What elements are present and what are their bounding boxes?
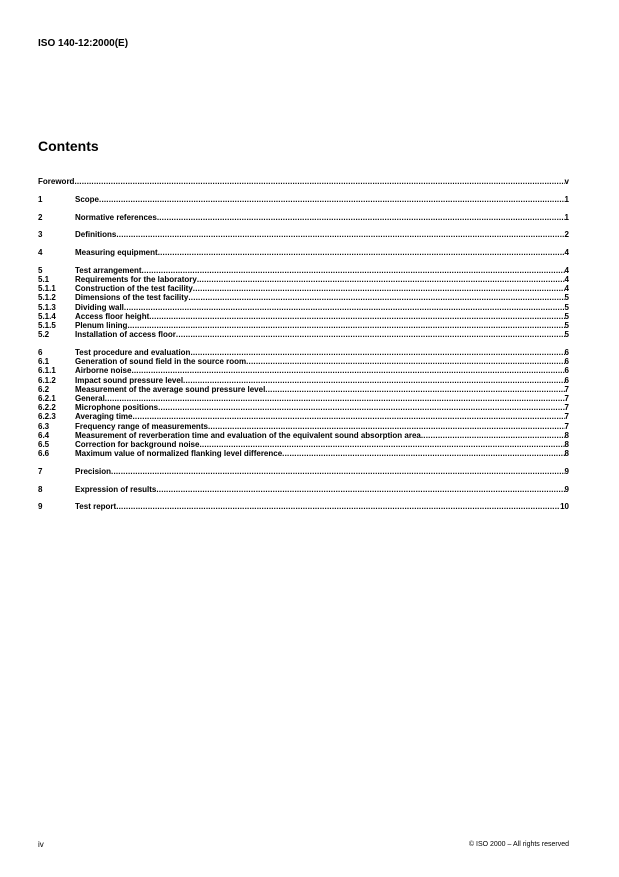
toc-entry-title: General bbox=[75, 393, 105, 403]
toc-dot-leader bbox=[156, 485, 564, 494]
toc-entry-page: 6 bbox=[564, 366, 569, 376]
toc-entry-page: 7 bbox=[564, 412, 569, 422]
toc-entry-title: Installation of access floor bbox=[75, 330, 176, 340]
toc-dot-leader bbox=[193, 284, 565, 293]
toc-entry[interactable] bbox=[38, 230, 569, 239]
toc-entry-page: 6 bbox=[564, 357, 569, 367]
toc-entry[interactable] bbox=[38, 266, 569, 275]
toc-dot-leader bbox=[124, 303, 565, 312]
toc-entry-page: v bbox=[564, 177, 569, 186]
toc-entry-number: 6.6 bbox=[38, 449, 50, 459]
toc-entry-page: 5 bbox=[564, 330, 569, 340]
toc-entry[interactable] bbox=[38, 394, 569, 403]
toc-entry-title: Access floor height bbox=[75, 311, 150, 321]
toc-entry-number: 6.1 bbox=[38, 357, 50, 367]
toc-entry-number: 5.1 bbox=[38, 275, 50, 285]
toc-entry-title: Plenum lining bbox=[75, 321, 128, 331]
toc-entry-page: 7 bbox=[564, 403, 569, 413]
toc-entry[interactable] bbox=[38, 422, 569, 431]
toc-entry[interactable] bbox=[38, 348, 569, 357]
toc-entry-title: Expression of results bbox=[75, 484, 157, 494]
toc-group-gap bbox=[38, 458, 569, 467]
toc-entry-number: 3 bbox=[38, 230, 43, 240]
toc-entry-page: 8 bbox=[564, 439, 569, 449]
toc-entry[interactable] bbox=[38, 449, 569, 458]
toc-entry[interactable] bbox=[38, 366, 569, 375]
toc-entry-page: 7 bbox=[564, 384, 569, 394]
toc-entry-title: Test report bbox=[75, 502, 117, 512]
toc-entry-title: Definitions bbox=[75, 230, 117, 240]
toc-entry-page: 4 bbox=[564, 265, 569, 275]
toc-dot-leader bbox=[183, 376, 565, 385]
toc-dot-leader bbox=[199, 440, 564, 449]
toc-entry-title: Generation of sound field in the source room bbox=[75, 357, 247, 367]
toc-dot-leader bbox=[282, 449, 564, 458]
toc-entry-title: Test procedure and evaluation bbox=[75, 348, 191, 357]
toc-entry-number: 6.2 bbox=[38, 384, 50, 394]
toc-dot-leader bbox=[190, 348, 564, 357]
toc-entry-number: 5.1.3 bbox=[38, 302, 56, 312]
toc-dot-leader bbox=[133, 412, 565, 421]
toc-entry-number: 4 bbox=[38, 248, 43, 258]
toc-entry-title: Requirements for the laboratory bbox=[75, 275, 197, 285]
toc-entry-page: 5 bbox=[564, 302, 569, 312]
toc-group-gap bbox=[38, 186, 569, 195]
toc-entry-title: Precision bbox=[75, 466, 112, 476]
toc-entry-number: 5.1.1 bbox=[38, 284, 56, 294]
toc-entry-title: Frequency range of measurements bbox=[75, 421, 208, 431]
toc-dot-leader bbox=[116, 230, 564, 239]
toc-entry-number: 5.1.4 bbox=[38, 311, 56, 321]
toc-dot-leader bbox=[99, 195, 565, 204]
toc-entry-page: 5 bbox=[564, 321, 569, 331]
toc-entry-page: 6 bbox=[564, 375, 569, 385]
toc-entry[interactable] bbox=[38, 275, 569, 284]
toc-dot-leader bbox=[116, 502, 560, 511]
toc-entry-number: 6.2.3 bbox=[38, 412, 56, 422]
toc-dot-leader bbox=[421, 431, 565, 440]
toc-dot-leader bbox=[176, 330, 565, 339]
toc-group-gap bbox=[38, 494, 569, 503]
toc-entry-page: 9 bbox=[564, 484, 569, 494]
toc-entry-title: Microphone positions bbox=[75, 403, 159, 413]
toc-entry[interactable] bbox=[38, 213, 569, 222]
toc-entry-title: Averaging time bbox=[75, 412, 133, 422]
toc-entry-page: 8 bbox=[564, 430, 569, 440]
document-id: ISO 140-12:2000(E) bbox=[38, 38, 129, 49]
toc-entry-number: 6.2.1 bbox=[38, 393, 56, 403]
toc-entry[interactable] bbox=[38, 502, 569, 511]
toc-entry[interactable] bbox=[38, 248, 569, 257]
toc-group-gap bbox=[38, 204, 569, 213]
toc-group-gap bbox=[38, 222, 569, 231]
toc-dot-leader bbox=[149, 312, 564, 321]
toc-entry-page: 5 bbox=[564, 293, 569, 303]
toc-dot-leader bbox=[188, 293, 564, 302]
toc-entry[interactable] bbox=[38, 177, 569, 186]
toc-dot-leader bbox=[157, 213, 565, 222]
toc-entry[interactable] bbox=[38, 403, 569, 412]
toc-entry-page: 1 bbox=[564, 212, 569, 222]
toc-dot-leader bbox=[142, 266, 565, 275]
toc-group-gap bbox=[38, 339, 569, 348]
toc-entry-page: 4 bbox=[564, 284, 569, 294]
toc-dot-leader bbox=[105, 394, 565, 403]
toc-entry-page: 10 bbox=[560, 502, 569, 512]
toc-dot-leader bbox=[74, 177, 564, 186]
toc-entry-title: Normative references bbox=[75, 212, 157, 222]
copyright-notice: © ISO 2000 – All rights reserved bbox=[468, 841, 569, 848]
toc-entry-page: 7 bbox=[564, 421, 569, 431]
toc-entry-number: 6.2.2 bbox=[38, 403, 56, 413]
toc-entry[interactable] bbox=[38, 330, 569, 339]
toc-entry-title: Impact sound pressure level bbox=[75, 375, 184, 385]
toc-entry-page: 2 bbox=[564, 230, 569, 240]
toc-entry[interactable] bbox=[38, 312, 569, 321]
toc-entry[interactable] bbox=[38, 467, 569, 476]
toc-group-gap bbox=[38, 240, 569, 249]
toc-entry-title: Measuring equipment bbox=[75, 248, 158, 258]
toc-entry-number: 8 bbox=[38, 484, 43, 494]
toc-entry-page: 5 bbox=[564, 311, 569, 321]
toc-dot-leader bbox=[127, 321, 564, 330]
toc-dot-leader bbox=[246, 357, 564, 366]
toc-dot-leader bbox=[131, 366, 564, 375]
toc-entry-page: 4 bbox=[564, 248, 569, 258]
page-title: Contents bbox=[38, 138, 99, 154]
toc-entry-title: Airborne noise bbox=[75, 366, 132, 376]
toc-entry-title: Measurement of the average sound pressure level bbox=[75, 384, 266, 394]
toc-entry[interactable] bbox=[38, 385, 569, 394]
toc-entry[interactable] bbox=[38, 293, 569, 302]
toc-dot-leader bbox=[197, 275, 565, 284]
toc-entry-number: 6.1.2 bbox=[38, 375, 56, 385]
toc-entry-title: Test arrangement bbox=[75, 265, 142, 275]
toc-dot-leader bbox=[158, 248, 565, 257]
toc-entry-title: Measurement of reverberation time and evaluation of the equivalent sound absorption area bbox=[75, 430, 421, 440]
toc-dot-leader bbox=[111, 467, 565, 476]
toc-entry-number: 6.1.1 bbox=[38, 366, 56, 376]
toc-entry-page: 7 bbox=[564, 393, 569, 403]
toc-entry[interactable] bbox=[38, 284, 569, 293]
toc-entry[interactable] bbox=[38, 357, 569, 366]
toc-entry-number: 6 bbox=[38, 348, 43, 357]
toc-entry-title: Maximum value of normalized flanking level difference bbox=[75, 449, 283, 459]
toc-group-gap bbox=[38, 476, 569, 485]
toc-entry-title: Dimensions of the test facility bbox=[75, 293, 189, 303]
toc-entry-title: Correction for background noise bbox=[75, 439, 200, 449]
toc-dot-leader bbox=[158, 403, 564, 412]
toc-entry-number: 7 bbox=[38, 466, 43, 476]
toc-dot-leader bbox=[265, 385, 564, 394]
page-number: iv bbox=[38, 840, 44, 849]
toc-entry-page: 8 bbox=[564, 449, 569, 459]
toc-entry-number: 5.1.2 bbox=[38, 293, 56, 303]
toc-group-gap bbox=[38, 257, 569, 266]
toc-entry-title: Dividing wall bbox=[75, 302, 124, 312]
toc-entry-title: Scope bbox=[75, 194, 100, 204]
toc-entry-page: 6 bbox=[564, 348, 569, 357]
toc-entry-number: 6.3 bbox=[38, 421, 50, 431]
toc-entry-number: 9 bbox=[38, 502, 43, 512]
toc-entry[interactable] bbox=[38, 195, 569, 204]
toc-entry[interactable] bbox=[38, 485, 569, 494]
toc-dot-leader bbox=[208, 422, 565, 431]
toc-entry-title: Construction of the test facility bbox=[75, 284, 193, 294]
toc-entry-number: 5.2 bbox=[38, 330, 50, 340]
toc-entry-page: 9 bbox=[564, 466, 569, 476]
table-of-contents bbox=[38, 177, 569, 512]
toc-entry-title: Foreword bbox=[38, 177, 75, 186]
toc-entry-page: 1 bbox=[564, 194, 569, 204]
toc-entry-page: 4 bbox=[564, 275, 569, 285]
toc-entry[interactable] bbox=[38, 303, 569, 312]
toc-entry-number: 2 bbox=[38, 212, 43, 222]
toc-entry-number: 1 bbox=[38, 194, 43, 204]
toc-entry[interactable] bbox=[38, 431, 569, 440]
toc-entry-number: 5.1.5 bbox=[38, 321, 56, 331]
toc-entry[interactable] bbox=[38, 440, 569, 449]
toc-entry[interactable] bbox=[38, 321, 569, 330]
toc-entry[interactable] bbox=[38, 412, 569, 421]
toc-entry[interactable] bbox=[38, 376, 569, 385]
toc-entry-number: 6.4 bbox=[38, 430, 50, 440]
toc-entry-number: 6.5 bbox=[38, 439, 50, 449]
toc-entry-number: 5 bbox=[38, 265, 43, 275]
